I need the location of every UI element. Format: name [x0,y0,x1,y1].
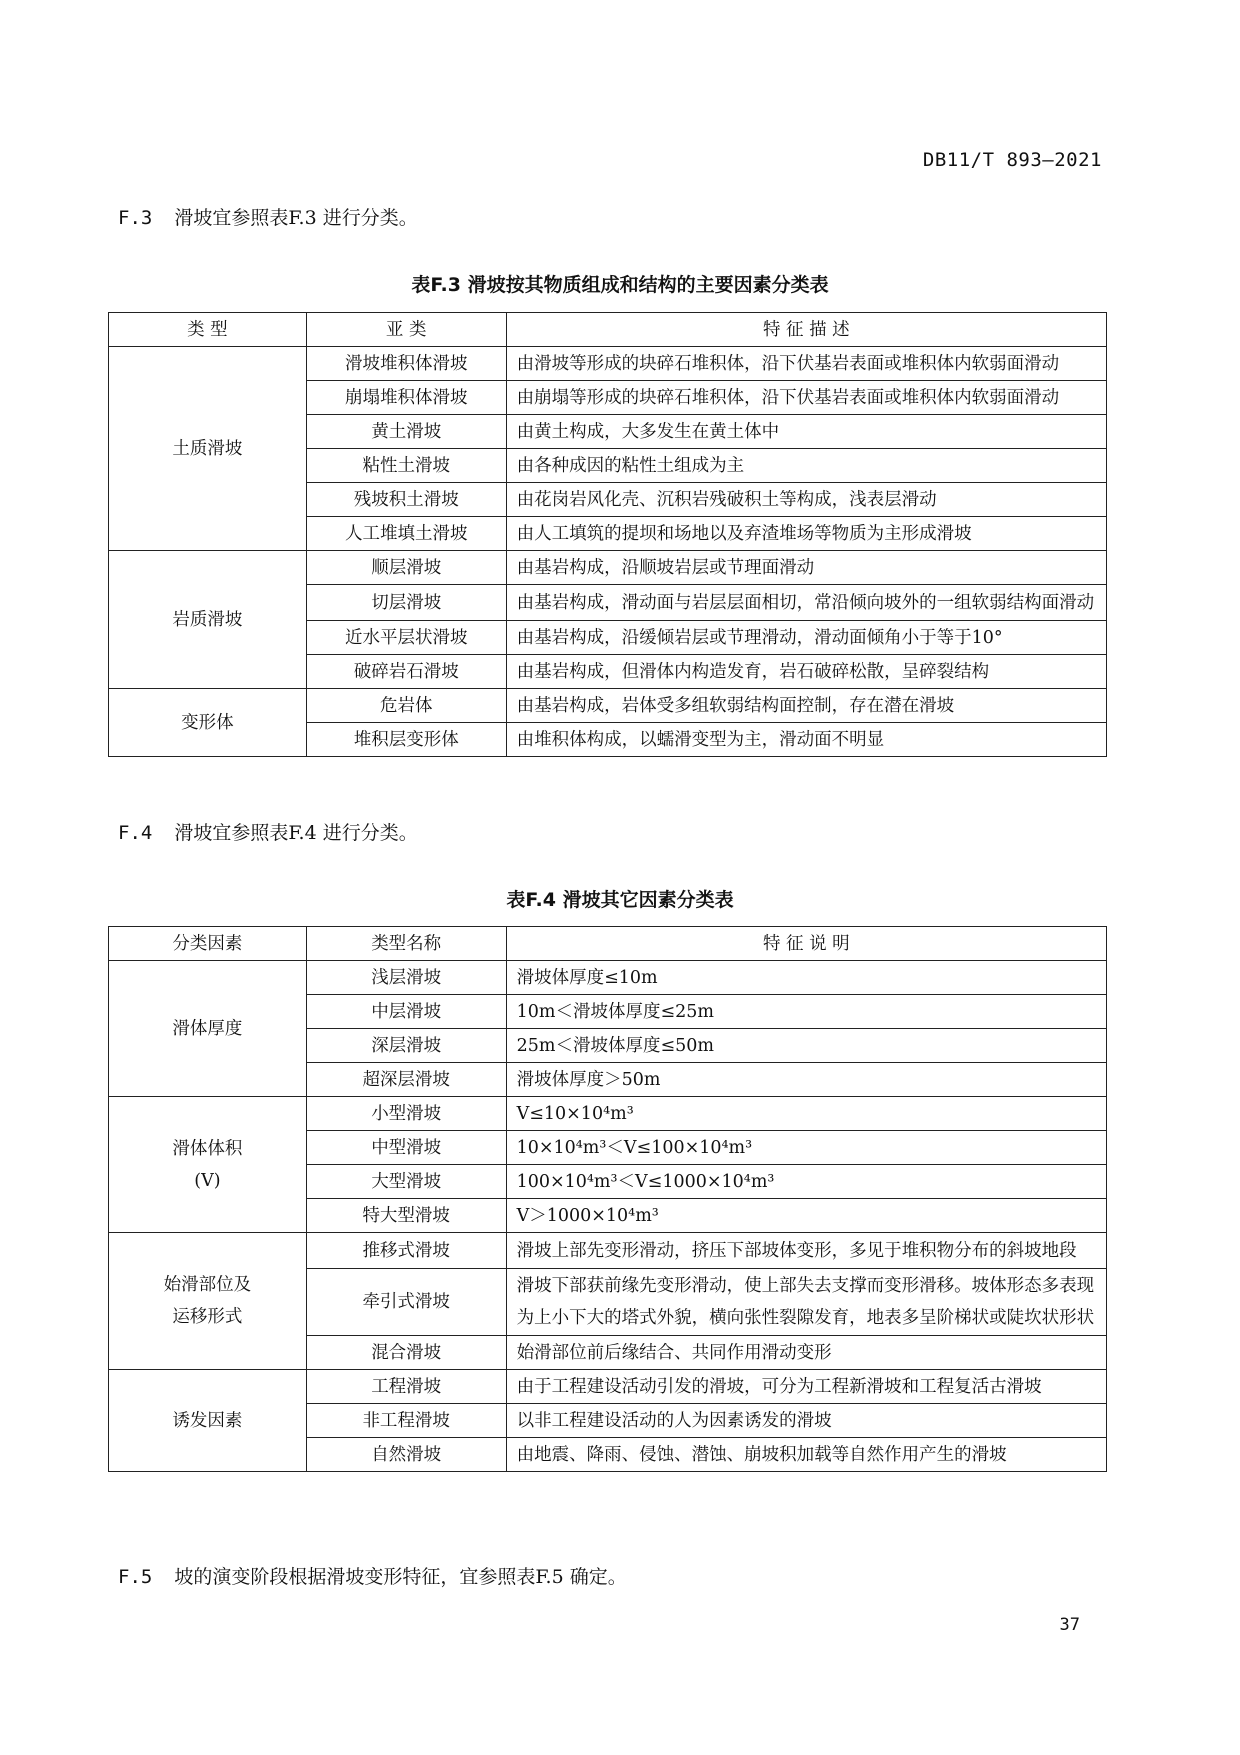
description-cell: 由堆积体构成，以蠕滑变型为主，滑动面不明显 [506,723,1106,757]
description-cell: 滑坡体厚度＞50m [506,1063,1106,1097]
name-cell: 自然滑坡 [306,1438,506,1472]
description-cell: 以非工程建设活动的人为因素诱发的滑坡 [506,1404,1106,1438]
factor-cell [109,1097,307,1233]
subtype-cell: 崩塌堆积体滑坡 [306,381,506,415]
name-cell: 非工程滑坡 [306,1404,506,1438]
paragraph-text: 滑坡宜参照表F.4 进行分类。 [174,822,418,844]
column-header: 类型名称 [306,927,506,961]
name-cell: 深层滑坡 [306,1029,506,1063]
column-header: 特 征 说 明 [506,927,1106,961]
column-header: 分类因素 [109,927,307,961]
description-cell: 由黄土构成，大多发生在黄土体中 [506,415,1106,449]
table-row [109,551,1107,585]
factor-line: 滑体体积 [172,1138,243,1159]
description-cell: 由花岗岩风化壳、沉积岩残破积土等构成，浅表层滑动 [506,483,1106,517]
column-header: 类 型 [109,313,307,347]
description-cell: 25m＜滑坡体厚度≤50m [506,1029,1106,1063]
name-cell: 特大型滑坡 [306,1199,506,1233]
description-cell: 滑坡体厚度≤10m [506,961,1106,995]
table-row [109,1370,1107,1404]
paragraph-text: 滑坡宜参照表F.3 进行分类。 [174,207,418,229]
subtype-cell: 切层滑坡 [306,585,506,621]
paragraph-text: 坡的演变阶段根据滑坡变形特征，宜参照表F.5 确定。 [174,1566,627,1588]
description-cell: 由滑坡等形成的块碎石堆积体，沿下伏基岩表面或堆积体内软弱面滑动 [506,347,1106,381]
description-cell: 由基岩构成，滑动面与岩层层面相切，常沿倾向坡外的一组软弱结构面滑动 [506,585,1106,621]
column-header: 特 征 描 述 [506,313,1106,347]
description-cell: 由基岩构成，沿顺坡岩层或节理面滑动 [506,551,1106,585]
table-f4-caption: 表F.4 滑坡其它因素分类表 [506,889,734,911]
name-cell: 小型滑坡 [306,1097,506,1131]
description-cell: 滑坡上部先变形滑动，挤压下部坡体变形，多见于堆积物分布的斜坡地段 [506,1233,1106,1269]
table-row [109,347,1107,381]
subtype-cell: 危岩体 [306,689,506,723]
paragraph-f5 [118,1562,627,1589]
factor-line: (V) [194,1170,221,1191]
table-header-row [109,313,1107,347]
description-cell: V＞1000×10⁴m³ [506,1199,1106,1233]
table-row [109,1233,1107,1269]
description-cell: 由于工程建设活动引发的滑坡，可分为工程新滑坡和工程复活古滑坡 [506,1370,1106,1404]
factor-line: 运移形式 [172,1307,243,1327]
paragraph-f3 [118,203,418,230]
description-cell: 由各种成因的粘性土组成为主 [506,449,1106,483]
document-code: DB11/T 893—2021 [922,149,1102,171]
description-cell: 由基岩构成，但滑体内构造发育，岩石破碎松散，呈碎裂结构 [506,655,1106,689]
name-cell: 浅层滑坡 [306,961,506,995]
name-cell: 超深层滑坡 [306,1063,506,1097]
name-cell: 混合滑坡 [306,1336,506,1370]
description-cell: 10m＜滑坡体厚度≤25m [506,995,1106,1029]
paragraph-number: F.3 [118,207,153,229]
description-cell: 10×10⁴m³＜V≤100×10⁴m³ [506,1131,1106,1165]
description-cell: 由地震、降雨、侵蚀、潜蚀、崩坡积加载等自然作用产生的滑坡 [506,1438,1106,1472]
description-cell: 由基岩构成，沿缓倾岩层或节理滑动，滑动面倾角小于等于10° [506,621,1106,655]
description-cell: 滑坡下部获前缘先变形滑动，使上部失去支撑而变形滑移。坡体形态多表现为上小下大的塔式外貌，横向张性裂隙发育，地表多呈阶梯状或陡坎状形状 [506,1269,1106,1336]
subtype-cell: 近水平层状滑坡 [306,621,506,655]
description-cell: 100×10⁴m³＜V≤1000×10⁴m³ [506,1165,1106,1199]
factor-cell: 诱发因素 [109,1370,307,1472]
subtype-cell: 破碎岩石滑坡 [306,655,506,689]
description-cell: 由崩塌等形成的块碎石堆积体，沿下伏基岩表面或堆积体内软弱面滑动 [506,381,1106,415]
subtype-cell: 堆积层变形体 [306,723,506,757]
description-cell: 始滑部位前后缘结合、共同作用滑动变形 [506,1336,1106,1370]
paragraph-f4 [118,818,418,845]
table-f3 [108,312,1107,757]
type-cell: 土质滑坡 [109,347,307,551]
subtype-cell: 粘性土滑坡 [306,449,506,483]
factor-line: 始滑部位及 [163,1275,252,1295]
page-number: 37 [1059,1615,1080,1635]
table-row [109,961,1107,995]
name-cell: 大型滑坡 [306,1165,506,1199]
column-header: 亚 类 [306,313,506,347]
subtype-cell: 顺层滑坡 [306,551,506,585]
subtype-cell: 黄土滑坡 [306,415,506,449]
type-cell: 岩质滑坡 [109,551,307,689]
name-cell: 工程滑坡 [306,1370,506,1404]
description-cell: 由人工填筑的提坝和场地以及弃渣堆场等物质为主形成滑坡 [506,517,1106,551]
subtype-cell: 滑坡堆积体滑坡 [306,347,506,381]
name-cell: 中层滑坡 [306,995,506,1029]
name-cell: 牵引式滑坡 [306,1269,506,1336]
table-f3-caption: 表F.3 滑坡按其物质组成和结构的主要因素分类表 [411,274,829,296]
paragraph-number: F.4 [118,822,153,844]
description-cell: V≤10×10⁴m³ [506,1097,1106,1131]
type-cell: 变形体 [109,689,307,757]
table-header-row [109,927,1107,961]
table-row [109,1097,1107,1131]
description-cell: 由基岩构成，岩体受多组软弱结构面控制，存在潜在滑坡 [506,689,1106,723]
factor-cell [109,1233,307,1370]
factor-cell: 滑体厚度 [109,961,307,1097]
paragraph-number: F.5 [118,1566,153,1588]
table-f4 [108,926,1107,1472]
subtype-cell: 人工堆填土滑坡 [306,517,506,551]
name-cell: 推移式滑坡 [306,1233,506,1269]
name-cell: 中型滑坡 [306,1131,506,1165]
table-row [109,689,1107,723]
subtype-cell: 残坡积土滑坡 [306,483,506,517]
